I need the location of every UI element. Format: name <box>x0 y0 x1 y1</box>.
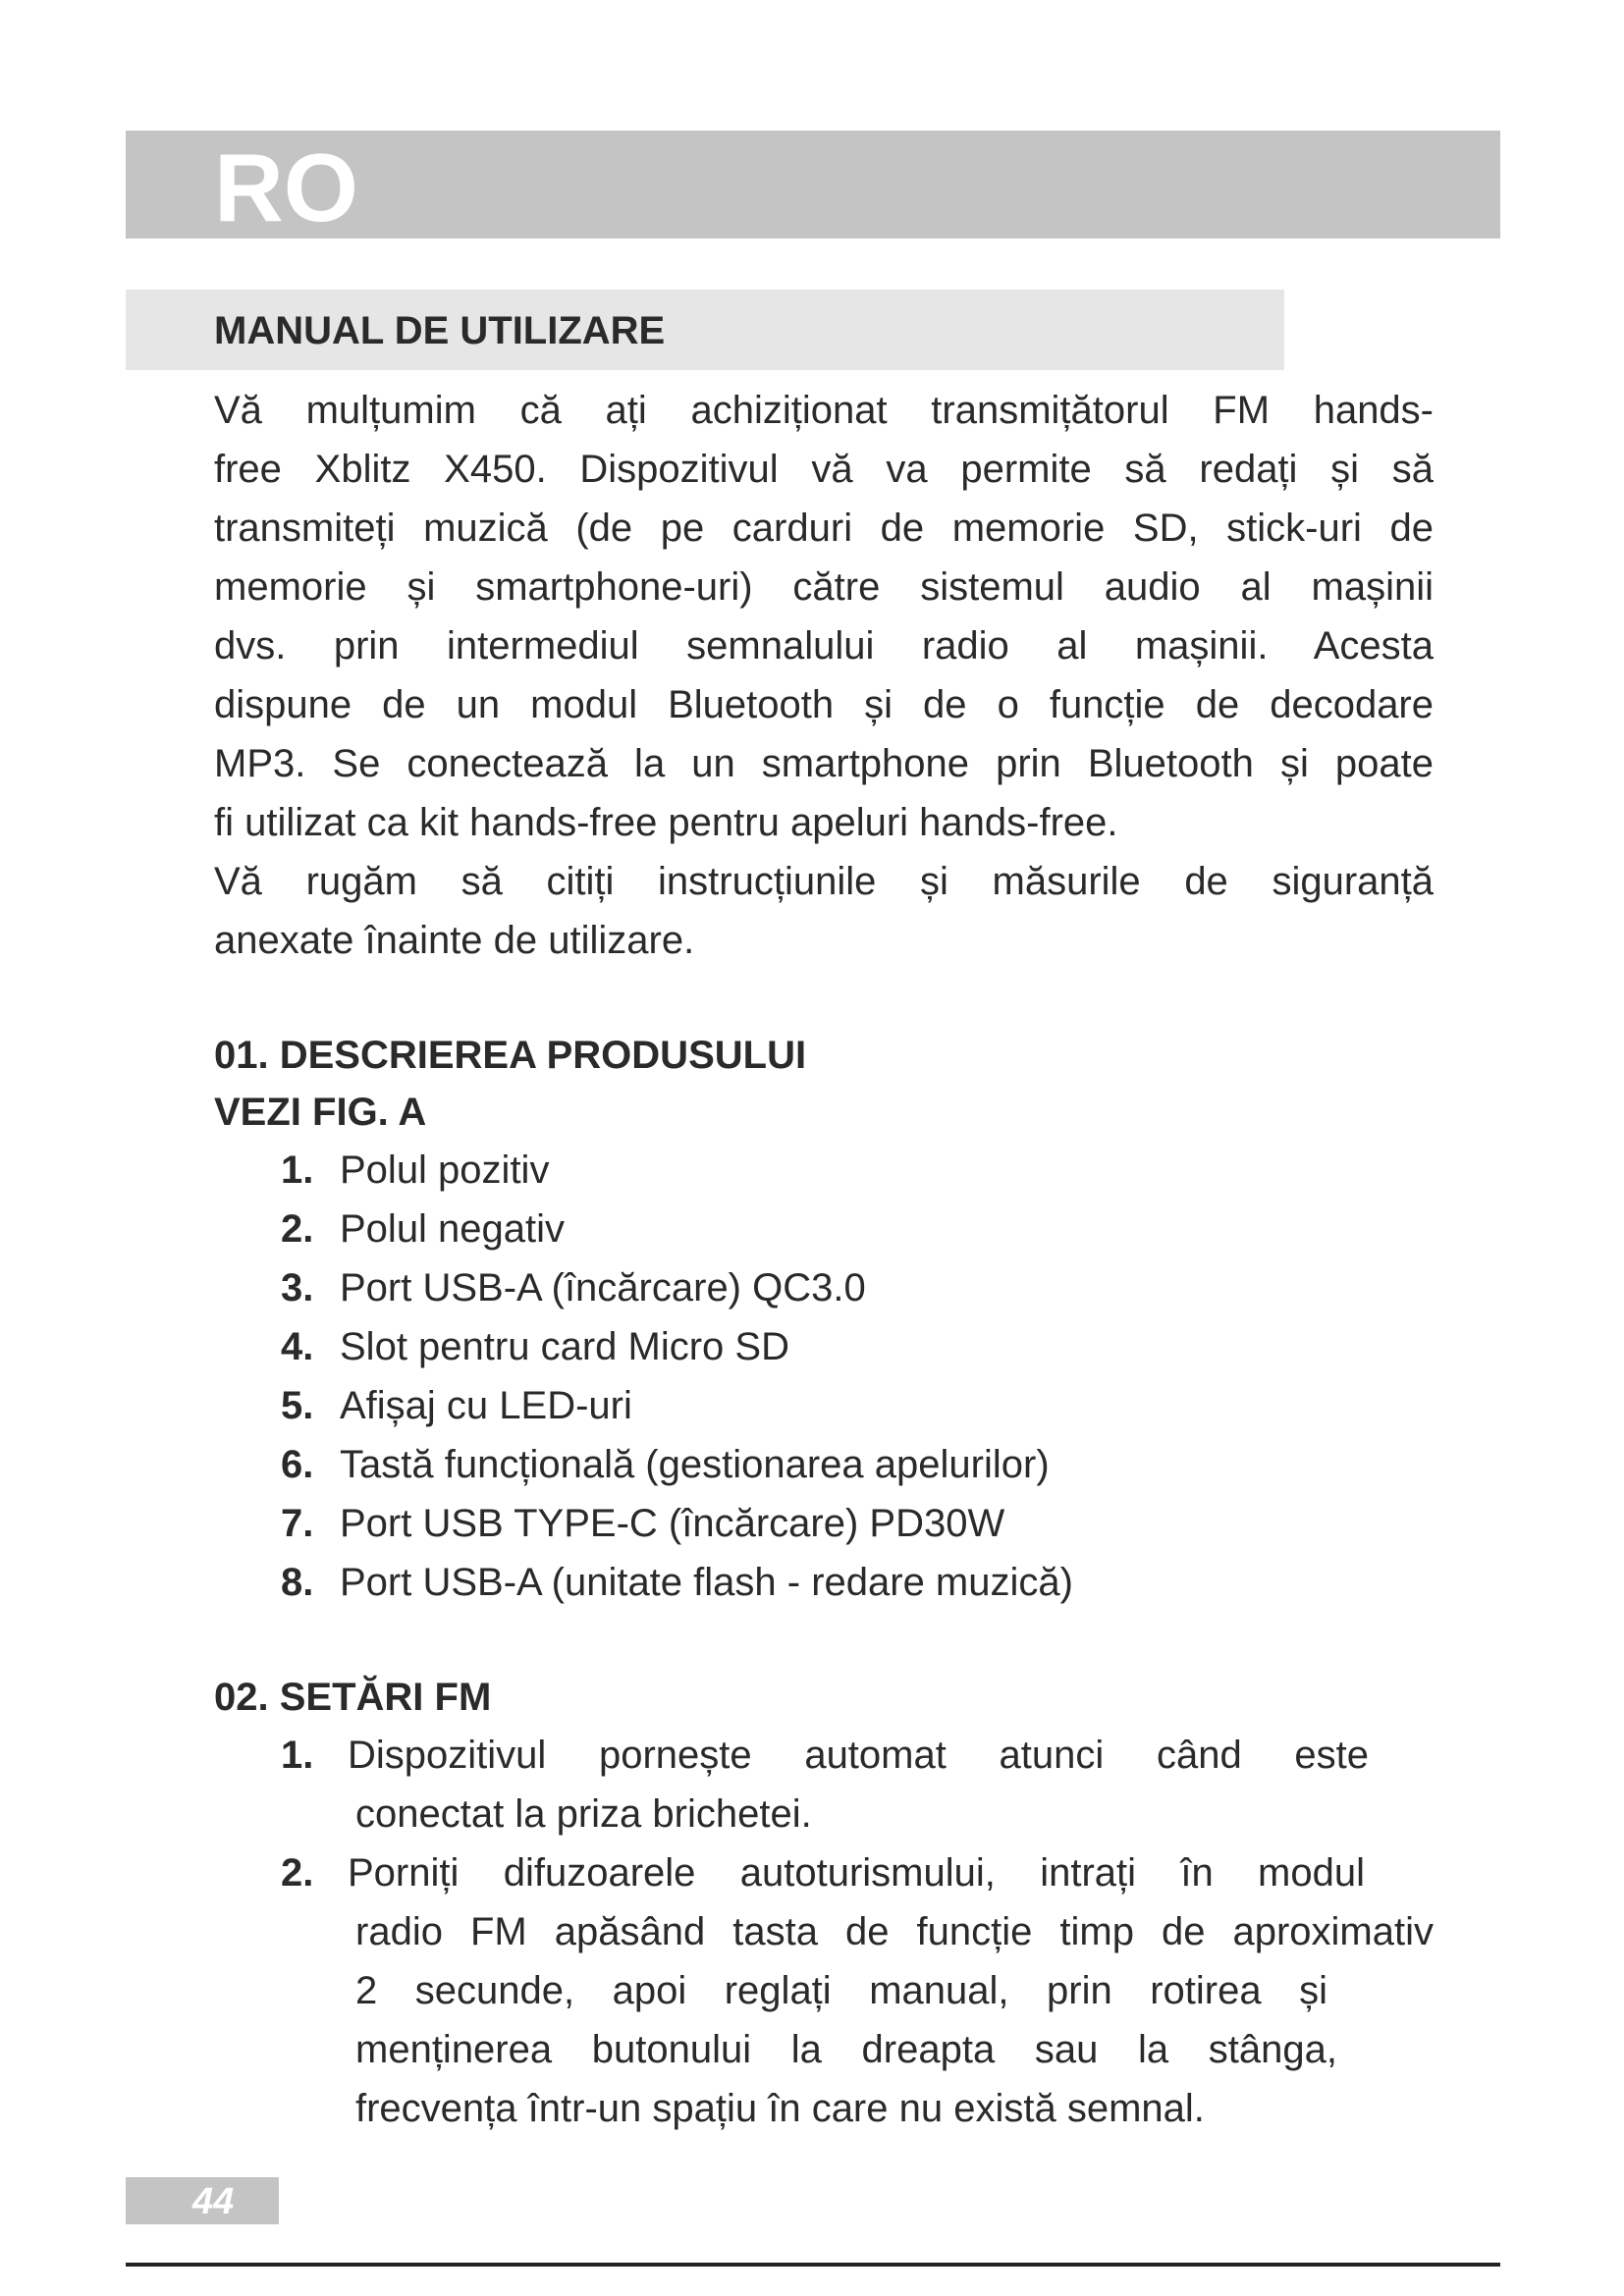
item-number: 3. <box>281 1266 314 1309</box>
item-number: 7. <box>281 1502 314 1545</box>
item-number: 2. <box>281 1207 314 1251</box>
step-item <box>281 1726 1369 1843</box>
intro-line: memorie și smartphone-uri) către sistemul audio al mașinii <box>214 565 1434 609</box>
intro-line: dvs. prin intermediul semnalului radio al mașinii. Acesta <box>214 624 1434 667</box>
step-line: Dispozitivul pornește automat atunci când este <box>348 1734 1369 1777</box>
step-line: 2 secunde, apoi reglați manual, prin rotirea și <box>355 1969 1327 2012</box>
fm-steps-list <box>214 1726 1434 2138</box>
list-item <box>281 1317 1434 1376</box>
manual-title: MANUAL DE UTILIZARE <box>214 309 666 352</box>
page-number: 44 <box>192 2181 235 2222</box>
language-code: RO <box>214 133 358 241</box>
item-number: 1. <box>281 1148 314 1192</box>
item-number: 8. <box>281 1561 314 1604</box>
intro-line: Vă rugăm să citiți instrucțiunile și măsurile de siguranță <box>214 860 1434 903</box>
intro-line: transmiteți muzică (de pe carduri de memorie SD, stick-uri de <box>214 507 1434 550</box>
intro-line: dispune de un modul Bluetooth și de o funcție de decodare <box>214 683 1434 726</box>
item-text: Port USB TYPE-C (încărcare) PD30W <box>340 1502 1005 1545</box>
item-number: 4. <box>281 1325 314 1368</box>
item-text: Tastă funcțională (gestionarea apelurilor) <box>340 1443 1050 1486</box>
list-item <box>281 1376 1434 1435</box>
item-text: Slot pentru card Micro SD <box>340 1325 789 1368</box>
bottom-divider <box>126 2263 1500 2267</box>
intro-line: Vă mulțumim că ați achiziționat transmițătorul FM hands- <box>214 389 1434 432</box>
list-item <box>281 1141 1434 1200</box>
language-header-bar <box>126 131 1500 239</box>
section-heading: 01. DESCRIEREA PRODUSULUI <box>214 1034 807 1077</box>
intro-paragraph <box>214 381 1434 970</box>
item-text: Polul negativ <box>340 1207 566 1251</box>
section-heading: 02. SETĂRI FM <box>214 1676 492 1719</box>
product-parts-list <box>214 1141 1434 1612</box>
step-line: frecvența într-un spațiu în care nu există semnal. <box>355 2087 1205 2130</box>
section-subheading: VEZI FIG. A <box>214 1091 427 1134</box>
item-number: 6. <box>281 1443 314 1486</box>
section-product-description <box>214 1027 1434 1612</box>
step-number: 2. <box>281 1851 314 1895</box>
step-line: menținerea butonului la dreapta sau la stânga, <box>355 2028 1337 2071</box>
step-item <box>281 1843 1434 2138</box>
intro-line: anexate înainte de utilizare. <box>214 919 695 962</box>
step-line: conectat la priza brichetei. <box>355 1792 812 1836</box>
list-item <box>281 1200 1434 1258</box>
item-text: Port USB-A (unitate flash - redare muzică) <box>340 1561 1073 1604</box>
intro-line: fi utilizat ca kit hands-free pentru apeluri hands-free. <box>214 801 1118 844</box>
list-item <box>281 1494 1434 1553</box>
step-line: radio FM apăsând tasta de funcție timp de aproximativ <box>355 1910 1434 1953</box>
page-content <box>214 381 1434 2138</box>
item-text: Afișaj cu LED-uri <box>340 1384 632 1427</box>
page-number-box <box>126 2177 279 2224</box>
section-fm-settings <box>214 1669 1434 2138</box>
intro-line: MP3. Se conectează la un smartphone prin Bluetooth și poate <box>214 742 1434 785</box>
item-number: 5. <box>281 1384 314 1427</box>
list-item <box>281 1258 1434 1317</box>
intro-line: free Xblitz X450. Dispozitivul vă va permite să redați și să <box>214 448 1434 491</box>
step-number: 1. <box>281 1734 314 1777</box>
manual-title-bar <box>126 290 1284 370</box>
item-text: Port USB-A (încărcare) QC3.0 <box>340 1266 866 1309</box>
step-line: Porniți difuzoarele autoturismului, intrați în modul <box>348 1851 1365 1895</box>
list-item <box>281 1553 1434 1612</box>
list-item <box>281 1435 1434 1494</box>
item-text: Polul pozitiv <box>340 1148 550 1192</box>
